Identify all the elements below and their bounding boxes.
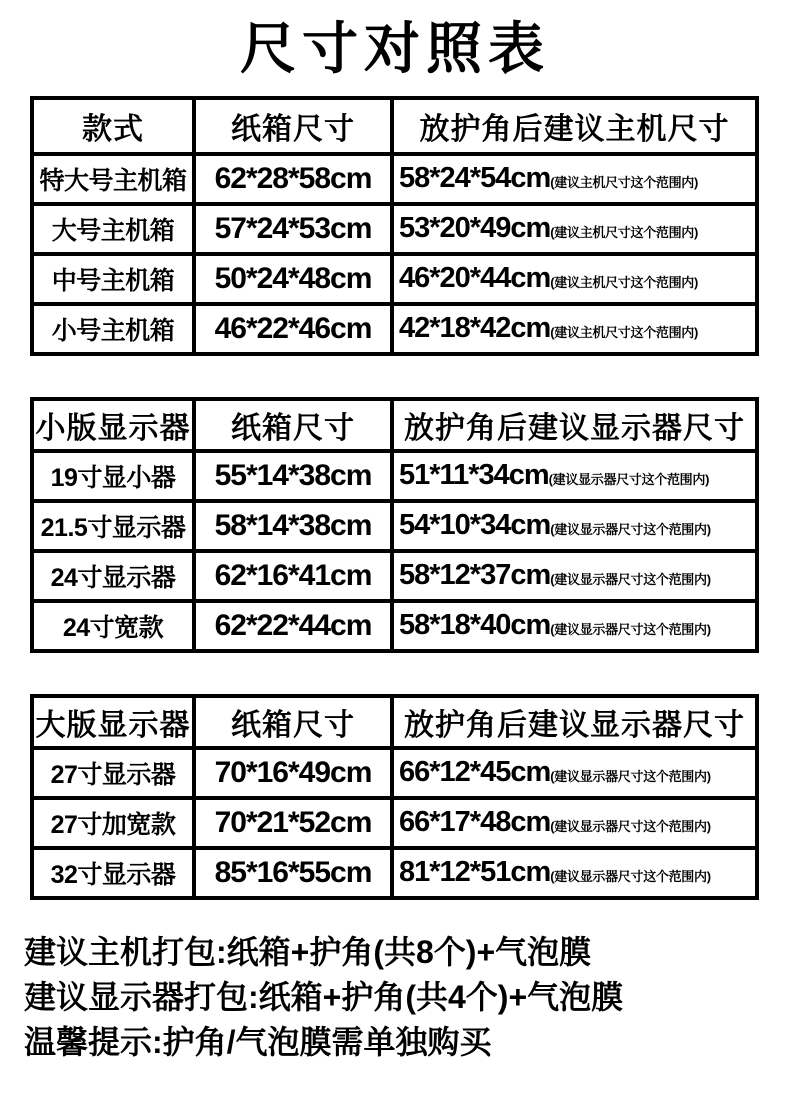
recommended-dimensions: 58*24*54cm: [399, 162, 551, 195]
recommended-size-cell: [392, 848, 757, 898]
header-row: [32, 399, 757, 451]
style-cell: 27寸加宽款: [32, 798, 194, 848]
recommended-dimensions: 53*20*49cm: [399, 212, 551, 245]
packing-notes: [24, 930, 790, 1065]
style-cell: 中号主机箱: [32, 254, 194, 304]
style-cell: 32寸显示器: [32, 848, 194, 898]
table-row: [32, 254, 757, 304]
style-cell: 24寸显示器: [32, 551, 194, 601]
recommended-note: (建议主机尺寸这个范围内): [550, 325, 699, 341]
column-header-recommended-size: 放护角后建议显示器尺寸: [392, 399, 757, 451]
column-header-recommended-size: 放护角后建议主机尺寸: [392, 98, 757, 154]
carton-size-cell: 58*14*38cm: [194, 501, 392, 551]
column-header-carton-size: 纸箱尺寸: [194, 98, 392, 154]
style-cell: 21.5寸显示器: [32, 501, 194, 551]
recommended-note: (建议显示器尺寸这个范围内): [550, 572, 711, 588]
carton-size-cell: 70*21*52cm: [194, 798, 392, 848]
purchase-reminder: 温馨提示:护角/气泡膜需单独购买: [24, 1023, 492, 1060]
column-header-recommended-size: 放护角后建议显示器尺寸: [392, 696, 757, 748]
recommended-size-cell: [392, 798, 757, 848]
carton-size-cell: 46*22*46cm: [194, 304, 392, 354]
recommended-dimensions: 54*10*34cm: [399, 509, 551, 542]
table-row: [32, 304, 757, 354]
recommended-size-cell: [392, 601, 757, 651]
page-title: 尺寸对照表: [240, 17, 550, 80]
carton-size-cell: 57*24*53cm: [194, 204, 392, 254]
carton-size-cell: 62*22*44cm: [194, 601, 392, 651]
style-cell: 大号主机箱: [32, 204, 194, 254]
table-row: [32, 551, 757, 601]
recommended-note: (建议显示器尺寸这个范围内): [548, 472, 710, 488]
recommended-note: (建议显示器尺寸这个范围内): [550, 869, 711, 885]
size-table-large-monitors: [30, 694, 759, 900]
recommended-size-cell: [392, 551, 757, 601]
recommended-note: (建议显示器尺寸这个范围内): [550, 622, 711, 638]
recommended-size-cell: [392, 501, 757, 551]
table-row: [32, 451, 757, 501]
recommended-note: (建议主机尺寸这个范围内): [550, 225, 699, 241]
table-row: [32, 204, 757, 254]
carton-size-cell: 62*16*41cm: [194, 551, 392, 601]
packing-note-host: 建议主机打包:纸箱+护角(共8个)+气泡膜: [24, 933, 592, 970]
carton-size-cell: 85*16*55cm: [194, 848, 392, 898]
table-row: [32, 748, 757, 798]
carton-size-cell: 62*28*58cm: [194, 154, 392, 204]
recommended-note: (建议主机尺寸这个范围内): [550, 175, 699, 191]
style-cell: 特大号主机箱: [32, 154, 194, 204]
recommended-dimensions: 46*20*44cm: [399, 262, 551, 295]
column-header-style: 款式: [32, 98, 194, 154]
carton-size-cell: 70*16*49cm: [194, 748, 392, 798]
size-table-hosts: [30, 96, 759, 356]
table-row: [32, 848, 757, 898]
recommended-size-cell: [392, 204, 757, 254]
recommended-dimensions: 66*12*45cm: [399, 756, 551, 789]
column-header-small-monitor: 小版显示器: [32, 399, 194, 451]
header-row: [32, 98, 757, 154]
recommended-note: (建议显示器尺寸这个范围内): [550, 522, 711, 538]
table-row: [32, 154, 757, 204]
recommended-size-cell: [392, 254, 757, 304]
column-header-carton-size: 纸箱尺寸: [194, 696, 392, 748]
column-header-carton-size: 纸箱尺寸: [194, 399, 392, 451]
recommended-size-cell: [392, 154, 757, 204]
recommended-dimensions: 66*17*48cm: [399, 806, 551, 839]
recommended-dimensions: 58*12*37cm: [399, 559, 551, 592]
style-cell: 27寸显示器: [32, 748, 194, 798]
recommended-size-cell: [392, 304, 757, 354]
recommended-dimensions: 51*11*34cm: [399, 459, 549, 492]
carton-size-cell: 55*14*38cm: [194, 451, 392, 501]
recommended-size-cell: [392, 748, 757, 798]
carton-size-cell: 50*24*48cm: [194, 254, 392, 304]
table-row: [32, 501, 757, 551]
recommended-note: (建议显示器尺寸这个范围内): [550, 769, 711, 785]
style-cell: 小号主机箱: [32, 304, 194, 354]
table-row: [32, 798, 757, 848]
recommended-dimensions: 81*12*51cm: [399, 856, 551, 889]
recommended-dimensions: 58*18*40cm: [399, 609, 551, 642]
packing-note-monitor: 建议显示器打包:纸箱+护角(共4个)+气泡膜: [24, 978, 624, 1015]
recommended-dimensions: 42*18*42cm: [399, 312, 551, 345]
recommended-size-cell: [392, 451, 757, 501]
column-header-large-monitor: 大版显示器: [32, 696, 194, 748]
style-cell: 24寸宽款: [32, 601, 194, 651]
recommended-note: (建议主机尺寸这个范围内): [550, 275, 699, 291]
header-row: [32, 696, 757, 748]
recommended-note: (建议显示器尺寸这个范围内): [550, 819, 711, 835]
table-row: [32, 601, 757, 651]
size-table-small-monitors: [30, 397, 759, 653]
style-cell: 19寸显小器: [32, 451, 194, 501]
